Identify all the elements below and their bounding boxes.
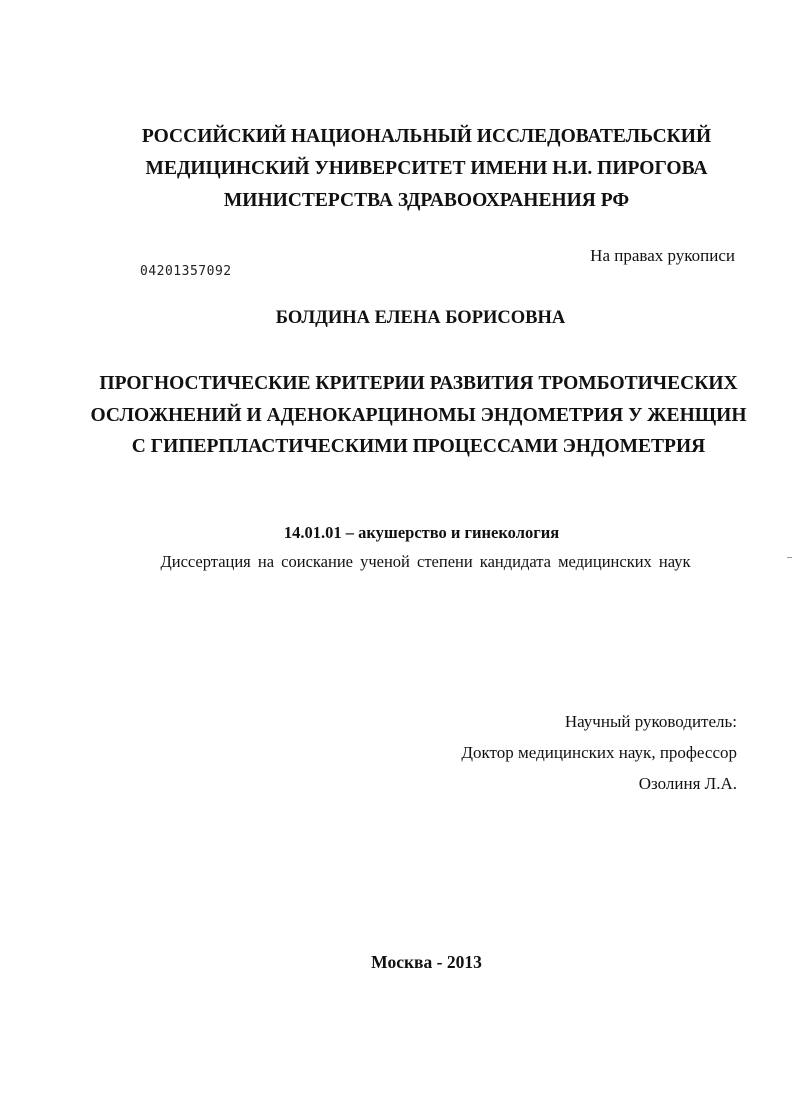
supervisor-name: Озолиня Л.А. [638, 774, 737, 793]
institution-line-3: МИНИСТЕРСТВА ЗДРАВООХРАНЕНИЯ РФ [223, 190, 630, 211]
institution-line-2: МЕДИЦИНСКИЙ УНИВЕРСИТЕТ ИМЕНИ Н.И. ПИРОГОВА [145, 158, 708, 179]
manuscript-rights-note: На правах рукописи [590, 246, 735, 265]
title-line-2: ОСЛОЖНЕНИЙ И АДЕНОКАРЦИНОМЫ ЭНДОМЕТРИЯ У ЖЕНЩИН [90, 404, 747, 426]
title-line-1: ПРОГНОСТИЧЕСКИЕ КРИТЕРИИ РАЗВИТИЯ ТРОМБОТИЧЕСКИХ [99, 373, 738, 394]
author-name: БОЛДИНА ЕЛЕНА БОРИСОВНА [275, 308, 566, 328]
degree-statement: Диссертация на соискание ученой степени кандидата медицинских наук [160, 552, 691, 571]
supervisor-label: Научный руководитель: [564, 712, 737, 731]
specialty-code: 14.01.01 – акушерство и гинекология [283, 523, 560, 542]
archive-code: 04201357092 [140, 264, 232, 279]
dissertation-title [20, 368, 797, 463]
supervisor-block [461, 706, 737, 799]
title-line-3: С ГИПЕРПЛАСТИЧЕСКИМИ ПРОЦЕССАМИ ЭНДОМЕТРИЯ [131, 436, 706, 457]
institution-header [28, 121, 797, 217]
place-and-year: Москва - 2013 [371, 952, 482, 972]
scan-artifact [787, 557, 792, 558]
institution-line-1: РОССИЙСКИЙ НАЦИОНАЛЬНЫЙ ИССЛЕДОВАТЕЛЬСКИЙ [141, 126, 712, 147]
supervisor-credentials: Доктор медицинских наук, профессор [461, 743, 737, 762]
